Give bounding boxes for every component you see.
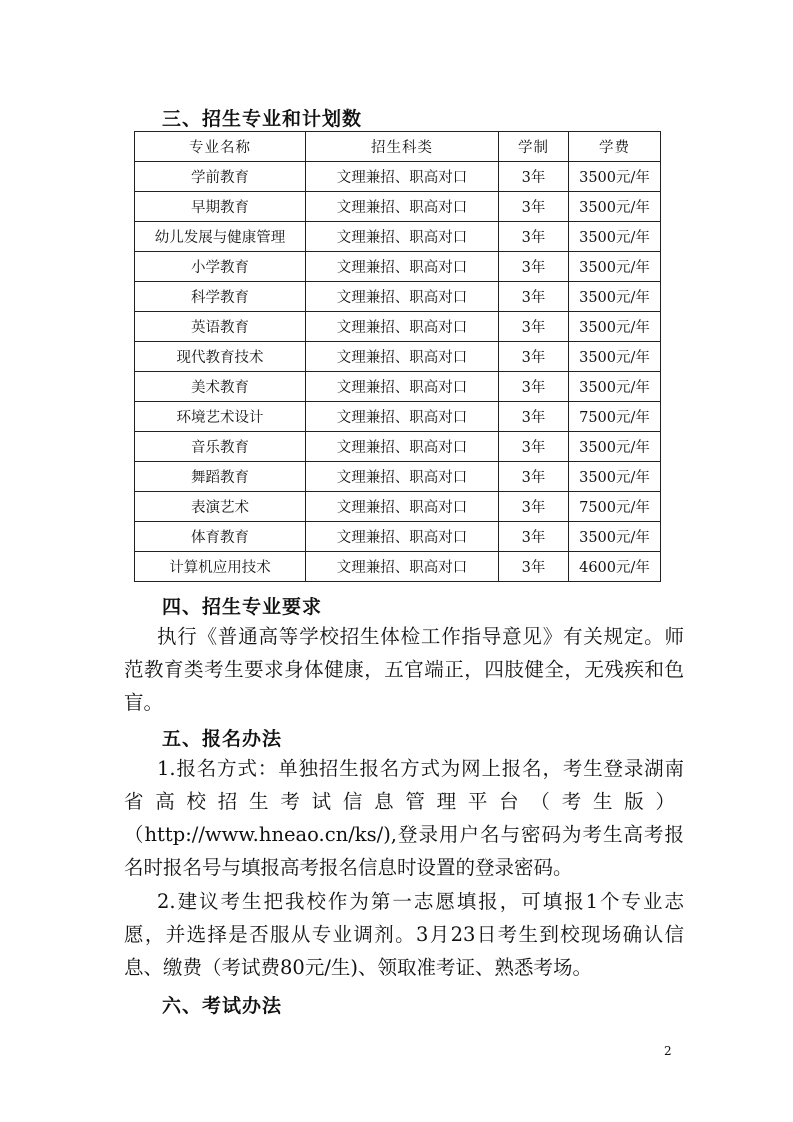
table-row [135, 462, 661, 492]
cell-major: 早期教育 [135, 192, 306, 222]
cell-category: 文理兼招、职高对口 [306, 372, 499, 402]
cell-tuition: 3500元/年 [569, 372, 661, 402]
cell-category: 文理兼招、职高对口 [306, 492, 499, 522]
cell-category: 文理兼招、职高对口 [306, 402, 499, 432]
header-duration: 学制 [499, 132, 569, 162]
cell-major: 表演艺术 [135, 492, 306, 522]
cell-duration: 3年 [499, 402, 569, 432]
cell-tuition: 3500元/年 [569, 252, 661, 282]
section-heading-3: 三、招生专业和计划数 [162, 108, 363, 130]
cell-duration: 3年 [499, 552, 569, 582]
table-row [135, 552, 661, 582]
cell-category: 文理兼招、职高对口 [306, 162, 499, 192]
cell-duration: 3年 [499, 312, 569, 342]
page-number: 2 [664, 1044, 672, 1058]
cell-major: 学前教育 [135, 162, 306, 192]
cell-tuition: 3500元/年 [569, 432, 661, 462]
cell-major: 科学教育 [135, 282, 306, 312]
table-row [135, 162, 661, 192]
paragraph-line: 1.报名方式：单独招生报名方式为网上报名，考生登录湖南 [157, 757, 684, 780]
cell-category: 文理兼招、职高对口 [306, 222, 499, 252]
cell-major: 音乐教育 [135, 432, 306, 462]
cell-major: 体育教育 [135, 522, 306, 552]
cell-category: 文理兼招、职高对口 [306, 342, 499, 372]
table-row [135, 252, 661, 282]
cell-tuition: 3500元/年 [569, 522, 661, 552]
table-row [135, 402, 661, 432]
cell-duration: 3年 [499, 222, 569, 252]
cell-category: 文理兼招、职高对口 [306, 432, 499, 462]
table-row [135, 282, 661, 312]
cell-duration: 3年 [499, 462, 569, 492]
header-category: 招生科类 [306, 132, 499, 162]
cell-tuition: 7500元/年 [569, 402, 661, 432]
table-header-row [135, 132, 661, 162]
paragraph-line: 范教育类考生要求身体健康，五官端正，四肢健全，无残疾和色 [124, 658, 684, 681]
cell-duration: 3年 [499, 432, 569, 462]
cell-duration: 3年 [499, 192, 569, 222]
paragraph-line: 执行《普通高等学校招生体检工作指导意见》有关规定。师 [157, 625, 684, 648]
cell-category: 文理兼招、职高对口 [306, 282, 499, 312]
paragraph-line: 盲。 [124, 691, 164, 714]
cell-category: 文理兼招、职高对口 [306, 462, 499, 492]
cell-major: 小学教育 [135, 252, 306, 282]
paragraph-line: 息、缴费（考试费80元/生)、领取准考证、熟悉考场。 [124, 956, 592, 979]
cell-duration: 3年 [499, 342, 569, 372]
table-row [135, 522, 661, 552]
table-row [135, 312, 661, 342]
paragraph-line: 省高校招生考试信息管理平台（考生版） [124, 790, 684, 813]
cell-category: 文理兼招、职高对口 [306, 312, 499, 342]
cell-major: 计算机应用技术 [135, 552, 306, 582]
section-heading-5: 五、报名办法 [162, 728, 283, 750]
cell-duration: 3年 [499, 252, 569, 282]
table-row [135, 372, 661, 402]
cell-duration: 3年 [499, 162, 569, 192]
table-row [135, 492, 661, 522]
cell-tuition: 3500元/年 [569, 342, 661, 372]
table-row [135, 192, 661, 222]
section-heading-4: 四、招生专业要求 [162, 596, 323, 618]
cell-tuition: 3500元/年 [569, 162, 661, 192]
cell-major: 美术教育 [135, 372, 306, 402]
cell-tuition: 3500元/年 [569, 462, 661, 492]
cell-tuition: 3500元/年 [569, 222, 661, 252]
cell-duration: 3年 [499, 492, 569, 522]
paragraph-line: 2.建议考生把我校作为第一志愿填报，可填报1个专业志 [157, 890, 684, 913]
cell-category: 文理兼招、职高对口 [306, 522, 499, 552]
cell-major: 幼儿发展与健康管理 [135, 222, 306, 252]
cell-duration: 3年 [499, 522, 569, 552]
cell-duration: 3年 [499, 282, 569, 312]
cell-tuition: 3500元/年 [569, 312, 661, 342]
cell-tuition: 7500元/年 [569, 492, 661, 522]
cell-tuition: 4600元/年 [569, 552, 661, 582]
table-body [135, 162, 661, 582]
cell-category: 文理兼招、职高对口 [306, 552, 499, 582]
paragraph-line: 名时报名号与填报高考报名信息时设置的登录密码。 [124, 856, 573, 879]
cell-duration: 3年 [499, 372, 569, 402]
cell-major: 英语教育 [135, 312, 306, 342]
cell-major: 舞蹈教育 [135, 462, 306, 492]
enrollment-plan-table [134, 131, 661, 582]
cell-major: 现代教育技术 [135, 342, 306, 372]
cell-tuition: 3500元/年 [569, 282, 661, 312]
cell-category: 文理兼招、职高对口 [306, 192, 499, 222]
section-heading-6: 六、考试办法 [162, 995, 283, 1017]
cell-major: 环境艺术设计 [135, 402, 306, 432]
header-tuition: 学费 [569, 132, 661, 162]
cell-tuition: 3500元/年 [569, 192, 661, 222]
cell-category: 文理兼招、职高对口 [306, 252, 499, 282]
header-major: 专业名称 [135, 132, 306, 162]
paragraph-line: 愿，并选择是否服从专业调剂。3月23日考生到校现场确认信 [124, 923, 684, 946]
table-row [135, 432, 661, 462]
table-row [135, 222, 661, 252]
table-row [135, 342, 661, 372]
paragraph-line: （http://www.hneao.cn/ks/),登录用户名与密码为考生高考报 [124, 823, 684, 846]
